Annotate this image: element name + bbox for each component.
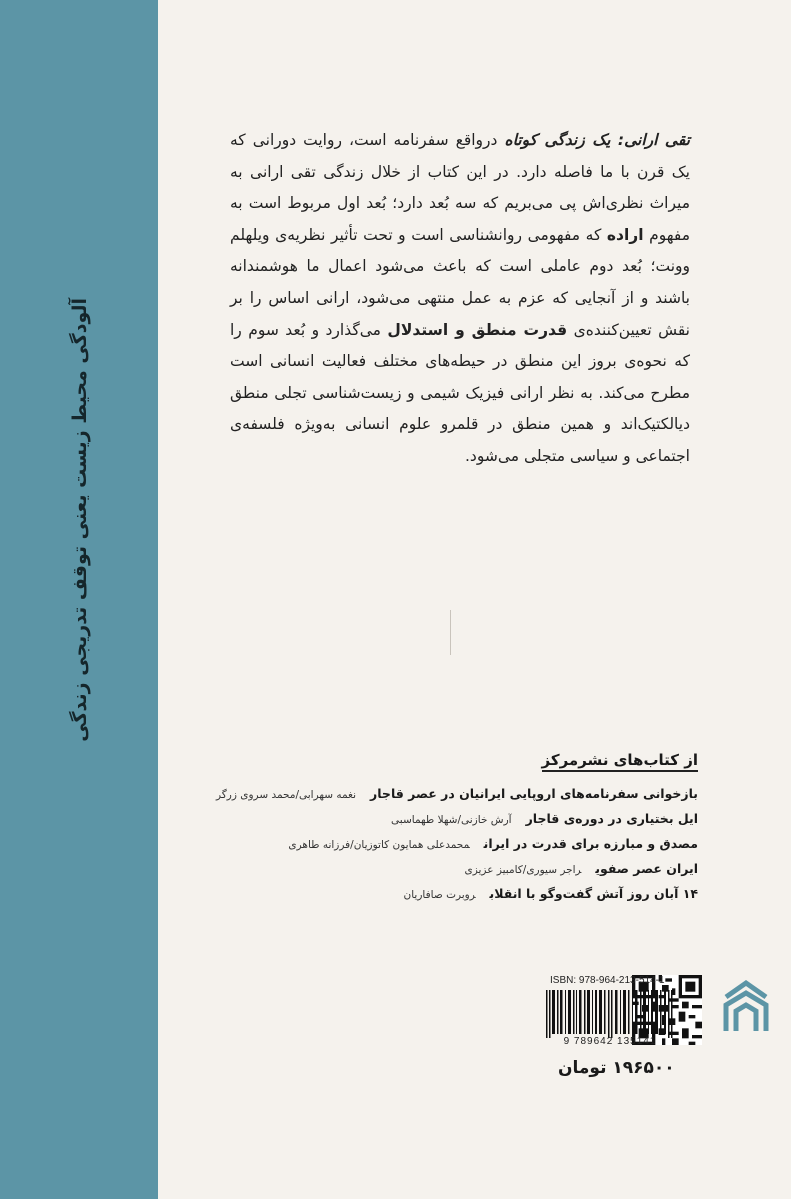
publisher-logo-icon <box>718 975 774 1035</box>
book-item <box>238 882 698 907</box>
blurb <box>230 125 690 473</box>
blurb-text-2: که مفهومی روانشناسی است و تحت تأثیر نظریه‌ی ویلهلم وونت؛ بُعد دوم عاملی است که باعث می‌شود اعمال ما هوشمندانه باشند و از آنجایی که عزم به عمل منتهی می‌شود، ارانی اساس را بر نقش تعیین‌کننده‌ی <box>230 225 690 339</box>
book-authors: نغمه سهرابی/محمد سروی زرگر <box>215 789 357 801</box>
blurb-bold-1: اراده <box>606 225 644 244</box>
publisher-book-list <box>215 750 698 907</box>
back-cover <box>158 0 791 1199</box>
book-authors: روبرت صافاریان <box>403 889 476 901</box>
blurb-text-1: درواقع سفرنامه است، روایت دورانی که یک قرن با ما فاصله دارد. در این کتاب از خلال زندگی تقی ارانی به میراث نظری‌اش پی می‌بریم که سه بُعد دارد؛ بُعد اول مربوط است به مفهوم <box>230 131 690 244</box>
isbn-label: ISBN: 978-964-213-514-1 <box>550 975 665 986</box>
book-list-heading: از کتاب‌های نشرمرکز <box>542 751 698 772</box>
book-title: ایل بختیاری در دوره‌ی قاجار <box>525 811 698 826</box>
blurb-title: تقی ارانی: یک زندگی کوتاه <box>504 131 690 149</box>
book-title: مصدق و مبارزه برای قدرت در ایران <box>483 836 698 851</box>
book-item <box>215 782 698 807</box>
paper-crease <box>450 610 451 655</box>
blurb-text-3: می‌گذارد و بُعد سوم را که نحوه‌ی بروز این منطق در حیطه‌های مختلف فعالیت انسانی است مطرح می‌کند. به نظر ارانی فیزیک شیمی و زیست‌شناسی تجلی منطق دیالکتیک‌اند و همین منطق در قلمرو علوم انسانی به‌ویژه فلسفه‌ی اجتماعی و سیاسی متجلی می‌شود. <box>230 320 690 465</box>
book-title: بازخوانی سفرنامه‌های اروپایی ایرانیان در عصر قاجار <box>370 786 698 801</box>
barcode-number: 9 789642 135141 <box>563 1036 657 1047</box>
book-title: ۱۴ آبان روز آتش گفت‌وگو با انقلاب <box>489 886 698 901</box>
book-item <box>238 832 698 857</box>
book-authors: محمدعلی همایون کاتوزیان/فرزانه طاهری <box>288 839 470 851</box>
spine-title <box>30 240 130 800</box>
book-authors: آرش خازنی/شهلا طهماسبی <box>391 814 512 826</box>
barcode-icon <box>542 990 678 1038</box>
book-title: ایران عصر صفوی <box>595 861 698 876</box>
book-spine <box>0 0 158 1199</box>
book-authors: راجر سیوری/کامبیز عزیزی <box>464 864 582 876</box>
blurb-bold-2: قدرت منطق و استدلال <box>387 320 568 339</box>
book-item <box>238 857 698 882</box>
price: ۱۹۶۵۰۰ تومان <box>558 1058 675 1078</box>
book-item <box>238 807 698 832</box>
spine-title-text: آلودگی محیط زیست یعنی توقف تدریجی زندگی <box>69 298 91 742</box>
